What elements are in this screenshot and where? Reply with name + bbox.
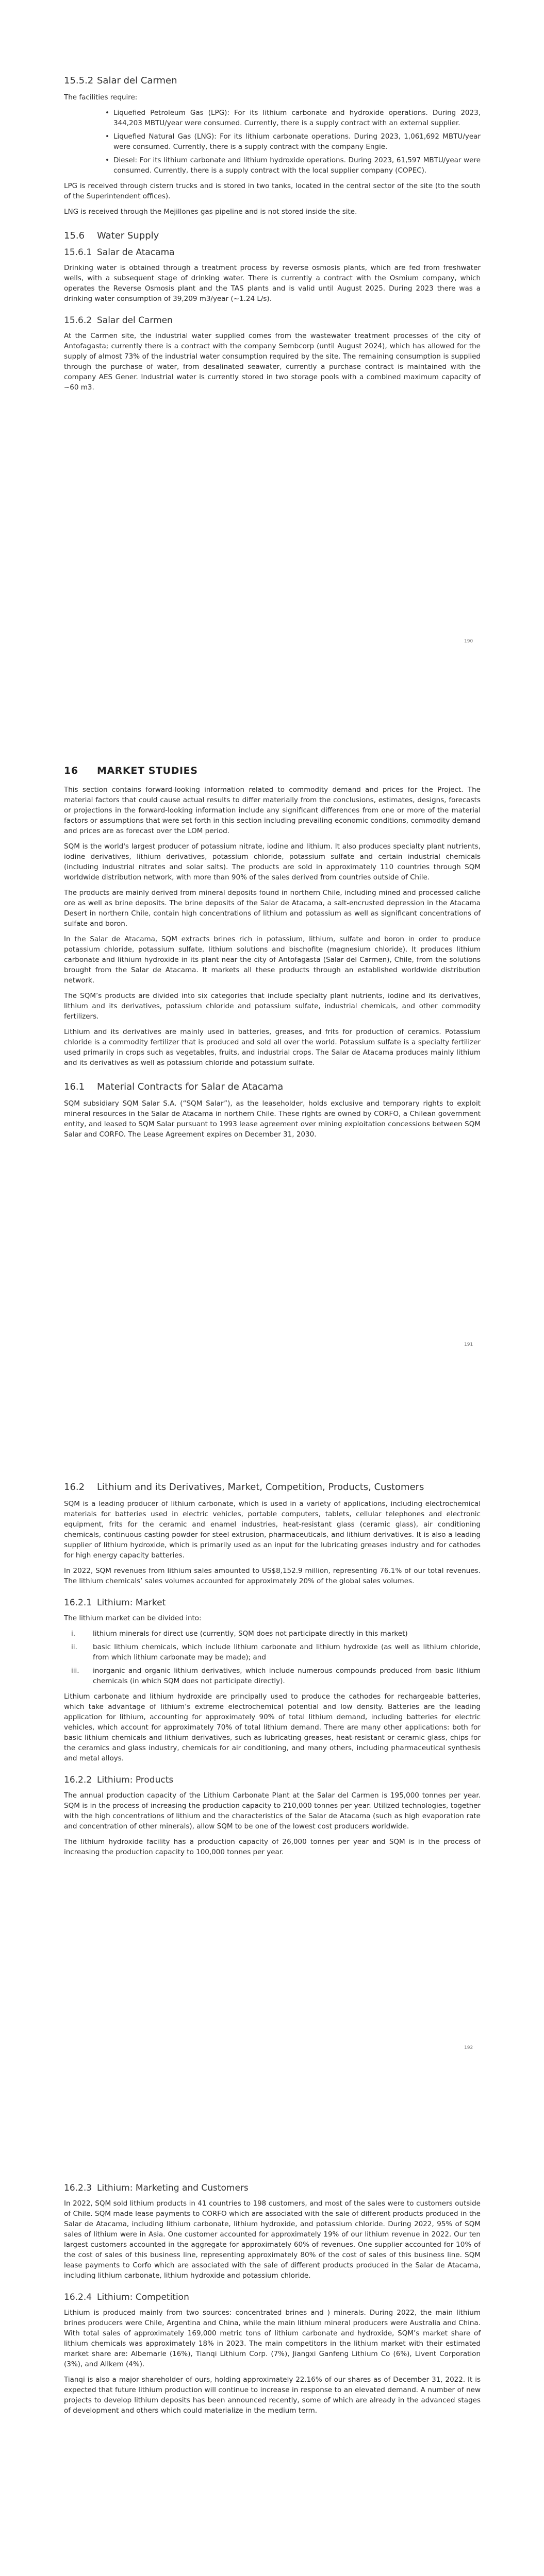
chapter-16-heading <box>64 765 481 776</box>
paragraph: LNG is received through the Mejillones gas pipeline and is not stored inside the site. <box>64 208 357 216</box>
section-15-6-heading <box>64 230 481 241</box>
section-title: Salar del Carmen <box>97 315 173 326</box>
paragraph: SQM is a leading producer of lithium carbonate, which is used in a variety of applications, including electrochemical materials for batteries used in electric vehicles, portable computers, tablets, cellular telephones and electronic equipment, frits for the ceramic and enamel industries, heat-resistant glass (ceramic glass), air conditioning chemicals, continuous casting powder for steel extrusion, pharmaceuticals, and lithium derivatives. It is also a leading supplier of lithium hydroxide, which is primarily used as an input for the lubricating greases industry and for cathodes for high energy capacity batteries. <box>64 1500 481 1560</box>
page-2 <box>0 703 544 1406</box>
section-number: 16.2.2 <box>64 1775 92 1785</box>
paragraph: This section contains forward-looking information related to commodity demand and prices for the Project. The material factors that could cause actual results to differ materially from the conclusions, estimates, designs, forecasts or projections in the forward-looking information include any significant differences from one or more of the material factors or assumptions that were set forth in this section including prevailing economic conditions, commodity demand and prices are as forecast over the LOM period. <box>64 786 481 835</box>
section-number: 15.6.1 <box>64 247 92 258</box>
section-16-2-2-heading <box>64 1775 481 1785</box>
section-title: Lithium: Competition <box>97 2292 189 2302</box>
page-1-content <box>64 62 481 398</box>
page-number: 191 <box>464 1342 473 1347</box>
section-16-2-4-heading <box>64 2292 481 2302</box>
paragraph: The lithium hydroxide facility has a production capacity of 26,000 tonnes per year and SQM is in the process of increasing the production capacity to 100,000 tonnes per year. <box>64 1838 481 1856</box>
list-item: • Liquefied Petroleum Gas (LPG): For its lithium carbonate and hydroxide operations. During 2023, 344,203 MBTU/year were consumed. Currently, there is a supply contract with an external supplier. <box>113 108 481 128</box>
section-title: Material Contracts for Salar de Atacama <box>97 1081 284 1092</box>
section-15-6-2-heading <box>64 315 481 326</box>
section-number: 16.2.1 <box>64 1598 92 1608</box>
roman-list <box>64 1629 481 1686</box>
section-number: 16.2.4 <box>64 2292 92 2302</box>
list-marker: iii. <box>71 1667 79 1675</box>
page-4 <box>0 2110 544 2576</box>
list-item-text: basic lithium chemicals, which include lithium carbonate and lithium hydroxide (as well as lithium chloride, from which lithium carbonate may be made); and <box>93 1643 481 1662</box>
list-item <box>71 1629 481 1639</box>
section-number: 16.1 <box>64 1081 85 1092</box>
section-number: 16.2.3 <box>64 2183 92 2193</box>
section-16-2-1-heading <box>64 1598 481 1608</box>
paragraph: The products are mainly derived from mineral deposits found in northern Chile, including mined and processed caliche ore as well as brine deposits. The brine deposits of the Salar de Atacama, a salt-encrusted depression in the Atacama Desert in northern Chile, contain high concentrations of lithium and potassium as well as significant concentrations of sulfate and boron. <box>64 889 481 928</box>
list-item <box>71 1642 481 1663</box>
page-4-content <box>64 2172 481 2421</box>
bullet-list <box>64 108 481 176</box>
page-3-content <box>64 1468 481 1862</box>
section-title: Lithium: Marketing and Customers <box>97 2183 249 2193</box>
section-15-5-2-heading <box>64 75 481 86</box>
list-item <box>71 1666 481 1686</box>
paragraph: SQM subsidiary SQM Salar S.A. (“SQM Salar”), as the leaseholder, holds exclusive and temporary rights to exploit mineral resources in the Salar de Atacama in northern Chile. These rights are owned by CORFO, a Chilean government entity, and leased to SQM Salar pursuant to 1993 lease agreement over mining exploitation concessions between SQM Salar and CORFO. The Lease Agreement expires on December 31, 2030. <box>64 1099 481 1139</box>
section-number: 16.2 <box>64 1482 85 1493</box>
section-title: Lithium: Products <box>97 1775 174 1785</box>
page-number: 192 <box>464 2045 473 2050</box>
chapter-number: 16 <box>64 765 78 776</box>
chapter-title: MARKET STUDIES <box>97 765 198 776</box>
page-1 <box>0 0 544 703</box>
section-15-6-1-heading <box>64 247 481 258</box>
section-title: Water Supply <box>97 230 159 241</box>
section-title: Lithium and its Derivatives, Market, Competition, Products, Customers <box>97 1482 424 1493</box>
paragraph: The annual production capacity of the Lithium Carbonate Plant at the Salar del Carmen is 195,000 tonnes per year. SQM is in the process of increasing the production capacity to 210,000 tonnes per year. Utilized technologies, together with the high concentrations of lithium and the characteristics of the Salar de Atacama (such as high evaporation rate and concentration of other minerals), allow SQM to be one of the lowest cost producers worldwide. <box>64 1791 481 1831</box>
list-marker: ii. <box>71 1643 77 1651</box>
section-title: Salar de Atacama <box>97 247 175 258</box>
paragraph: SQM is the world's largest producer of potassium nitrate, iodine and lithium. It also produces specialty plant nutrients, iodine derivatives, lithium derivatives, potassium chloride, potassium sulfate and certain industrial chemicals (including industrial nitrates and solar salts). The products are sold in approximately 110 countries through SQM worldwide distribution network, with more than 90% of the sales derived from countries outside of Chile. <box>64 842 481 882</box>
list-item: • Diesel: For its lithium carbonate and lithium hydroxide operations. During 2023, 61,597 MBTU/year were consumed. Currently, there is a supply contract with the local supplier company (COPEC). <box>113 155 481 176</box>
paragraph: In the Salar de Atacama, SQM extracts brines rich in potassium, lithium, sulfate and boron in order to produce potassium chloride, potassium sulfate, lithium solutions and bischofite (magnesium chloride). It produces lithium carbonate and lithium hydroxide in its plant near the city of Antofagasta (Salar del Carmen), Chile, from the solutions brought from the Salar de Atacama. It markets all these products through an established worldwide distribution network. <box>64 935 481 985</box>
list-item-text: lithium minerals for direct use (currently, SQM does not participate directly in this market) <box>93 1630 408 1638</box>
paragraph: At the Carmen site, the industrial water supplied comes from the wastewater treatment processes of the city of Antofagasta; currently there is a contract with the company Sembcorp (until August 2024), which has allowed for the supply of almost 73% of the industrial water consumption required by the site. The remaining consumption is supplied through the purchase of water, from desalinated seawater, currently a purchase contract is maintained with the company AES Gener. Industrial water is currently stored in two storage pools with a combined maximum capacity of ~60 m3. <box>64 332 481 392</box>
list-item-text: inorganic and organic lithium derivatives, which include numerous compounds produced from basic lithium chemicals (in which SQM does not participate directly). <box>93 1667 481 1685</box>
section-number: 15.6.2 <box>64 315 92 326</box>
paragraph: In 2022, SQM sold lithium products in 41 countries to 198 customers, and most of the sales were to customers outside of Chile. SQM made lease payments to CORFO which are associated with the sale of different products produced in the Salar de Atacama, including lithium carbonate, lithium hydroxide, and potassium chloride. During 2022, 95% of SQM sales of lithium were in Asia. One customer accounted for approximately 19% of our lithium revenue in 2022. Our ten largest customers accounted in the aggregate for approximately 60% of revenues. One supplier accounted for 10% of the cost of sales of this business line, representing approximately 80% of the cost of sales of this business line. SQM lease payments to Corfo which are associated with the sale of different products produced in the Salar de Atacama, including lithium carbonate, lithium hydroxide and potassium chloride. <box>64 2199 481 2280</box>
page-2-content <box>64 765 481 1145</box>
paragraph: The SQM’s products are divided into six categories that include specialty plant nutrients, iodine and its derivatives, lithium and its derivatives, potassium chloride and potassium sulfate, industrial chemicals, and other commodity fertilizers. <box>64 992 481 1021</box>
paragraph: Tianqi is also a major shareholder of ours, holding approximately 22.16% of our shares as of December 31, 2022. It is expected that future lithium production will continue to increase in response to an elevated demand. A number of new projects to develop lithium deposits has been announced recently, some of which are already in the advanced stages of development and others which could materialize in the medium term. <box>64 2376 481 2415</box>
paragraph: LPG is received through cistern trucks and is stored in two tanks, located in the central sector of the site (to the south of the Superintendent offices). <box>64 182 481 200</box>
page-number: 190 <box>464 639 473 644</box>
paragraph: The lithium market can be divided into: <box>64 1614 202 1622</box>
list-marker: i. <box>71 1630 76 1638</box>
section-number: 15.6 <box>64 230 85 241</box>
section-16-2-heading <box>64 1482 481 1493</box>
section-16-2-3-heading <box>64 2183 481 2193</box>
paragraph: Lithium carbonate and lithium hydroxide are principally used to produce the cathodes for rechargeable batteries, which take advantage of lithium’s extreme electrochemical potential and low density. Batteries are the leading application for lithium, accounting for approximately 90% of total lithium demand, including batteries for electric vehicles, which account for approximately 70% of total lithium demand. There are many other applications: both for basic lithium chemicals and lithium derivatives, such as lubricating greases, heat-resistant or ceramic glass, chips for the ceramics and glass industry, chemicals for air conditioning, and many others, including pharmaceutical synthesis and metal alloys. <box>64 1692 481 1762</box>
paragraph: Lithium and its derivatives are mainly used in batteries, greases, and frits for production of ceramics. Potassium chloride is a commodity fertilizer that is produced and sold all over the world. Potassium sulfate is a specialty fertilizer used primarily in crops such as vegetables, fruits, and industrial crops. The Salar de Atacama produces mainly lithium and its derivatives as well as potassium chloride and potassium sulfate. <box>64 1028 481 1067</box>
section-title: Salar del Carmen <box>97 75 177 86</box>
page-3 <box>0 1406 544 2110</box>
paragraph: In 2022, SQM revenues from lithium sales amounted to US$8,152.9 million, representing 76.1% of our total revenues. The lithium chemicals’ sales volumes accounted for approximately 20% of the global sales volumes. <box>64 1567 481 1585</box>
paragraph: Drinking water is obtained through a treatment process by reverse osmosis plants, which are fed from freshwater wells, with a subsequent stage of drinking water. There is currently a contract with the Osmium company, which operates the Reverse Osmosis plant and the TAS plants and is valid until August 2025. During 2023 there was a drinking water consumption of 39,209 m3/year (~1.24 L/s). <box>64 264 481 303</box>
section-number: 15.5.2 <box>64 75 94 86</box>
list-item: • Liquefied Natural Gas (LNG): For its lithium carbonate operations. During 2023, 1,061,692 MBTU/year were consumed. Currently, there is a supply contract with the company Engie. <box>113 131 481 152</box>
paragraph: Lithium is produced mainly from two sources: concentrated brines and ) minerals. During 2022, the main lithium brines producers were Chile, Argentina and China, while the main lithium mineral producers were Australia and China. With total sales of approximately 169,000 metric tons of lithium carbonate and hydroxide, SQM’s market share of lithium chemicals was approximately 18% in 2023. The main competitors in the lithium market with their estimated market share are: Albemarle (16%), Tianqi Lithium Corp. (7%), Jiangxi Ganfeng Lithium Co (6%), Livent Corporation (3%), and Allkem (4%). <box>64 2309 481 2368</box>
section-title: Lithium: Market <box>97 1598 166 1608</box>
section-16-1-heading <box>64 1081 481 1092</box>
paragraph: The facilities require: <box>64 93 138 101</box>
